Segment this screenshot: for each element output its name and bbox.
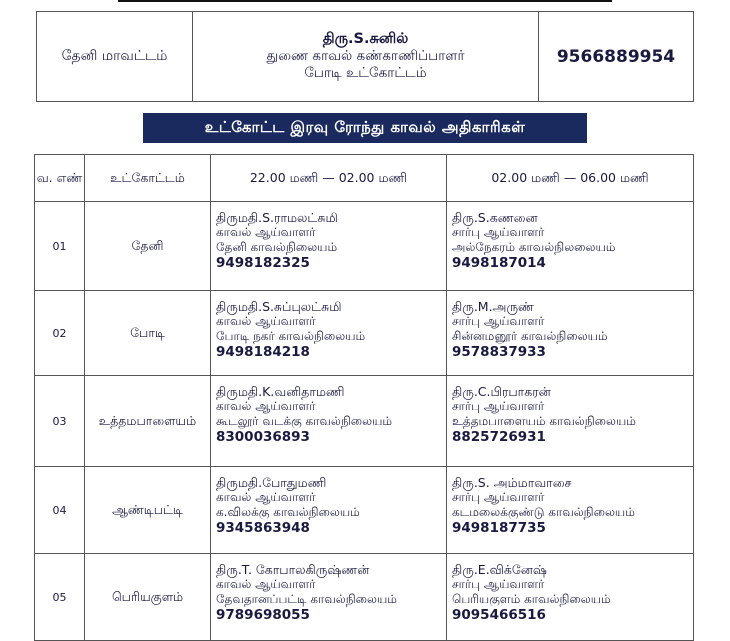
officer-phone: 8300036893 <box>216 429 310 445</box>
shift-2-officer <box>447 554 694 641</box>
officer-phone: 9566889954 <box>539 12 694 102</box>
officer-rank: காவல் ஆய்வாளர் <box>216 399 316 413</box>
officer-name: திரு.C.பிரபாகரன் <box>452 384 551 399</box>
officer-phone: 8825726931 <box>452 429 546 445</box>
district-name: தேனி மாவட்டம் <box>37 12 193 102</box>
row-subdivision: ஆண்டிபட்டி <box>85 467 211 554</box>
row-subdivision: பெரியகுளம் <box>85 554 211 641</box>
officer-phone: 9498184218 <box>216 344 310 360</box>
shift-2-officer <box>447 376 694 467</box>
row-subdivision: தேனி <box>85 202 211 291</box>
shift-2-officer <box>447 202 694 291</box>
header-subdivision: உட்கோட்டம் <box>85 155 211 202</box>
table-row <box>35 291 694 376</box>
officer-station: கடமலைக்குண்டு காவல்நிலையம் <box>452 505 635 519</box>
shift-1-officer <box>211 467 447 554</box>
officer-phone: 9498187735 <box>452 520 546 536</box>
officer-station: தேனி காவல்நிலையம் <box>216 240 338 254</box>
officer-phone: 9578837933 <box>452 344 546 360</box>
officer-phone: 9498182325 <box>216 255 310 271</box>
officer-phone: 9789698055 <box>216 607 310 623</box>
shift-2-officer <box>447 291 694 376</box>
officer-station: அல்நேகரம் காவல்நிலலையம் <box>452 240 616 254</box>
header-shift-1: 22.00 மணி — 02.00 மணி <box>211 155 447 202</box>
row-subdivision: உத்தமபாளையம் <box>85 376 211 467</box>
table-row <box>35 202 694 291</box>
officer-name: திரு.S.சுனில் <box>322 31 409 47</box>
patrol-officers-table <box>34 154 694 641</box>
top-rule <box>118 0 612 2</box>
header-shift-2: 02.00 மணி — 06.00 மணி <box>447 155 694 202</box>
header-serial-no: வ. எண் <box>35 155 85 202</box>
officer-station: தேவதானப்பட்டி காவல்நிலையம் <box>216 592 397 606</box>
section-banner: உட்கோட்ட இரவு ரோந்து காவல் அதிகாரிகள் <box>143 113 587 143</box>
officer-station: உத்தமபாளையம் காவல்நிலையம் <box>452 414 636 428</box>
row-no: 01 <box>35 202 85 291</box>
table-row <box>35 376 694 467</box>
officer-rank: காவல் ஆய்வாளர் <box>216 314 316 328</box>
officer-rank: சார்பு ஆய்வாளர் <box>452 490 545 504</box>
row-no: 04 <box>35 467 85 554</box>
officer-rank: துணை காவல் கண்காணிப்பாளர் <box>266 48 465 64</box>
officer-station: சின்னமனூர் காவல்நிலையம் <box>452 329 608 343</box>
officer-phone: 9345863948 <box>216 520 310 536</box>
officer-name: திரு.S.கணனை <box>452 210 538 225</box>
shift-1-officer <box>211 202 447 291</box>
officer-details <box>193 12 539 102</box>
table-row <box>35 554 694 641</box>
row-no: 02 <box>35 291 85 376</box>
table-row <box>35 467 694 554</box>
officer-rank: சார்பு ஆய்வாளர் <box>452 399 545 413</box>
officer-name: திரு.E.விக்னேஷ் <box>452 562 547 577</box>
row-no: 05 <box>35 554 85 641</box>
officer-name: திரு.T. கோபாலகிருஷ்ணன் <box>216 562 370 577</box>
row-subdivision: போடி <box>85 291 211 376</box>
shift-1-officer <box>211 376 447 467</box>
officer-name: திருமதி.S.ராமலட்சுமி <box>216 210 338 225</box>
table-header-row <box>35 155 694 202</box>
officer-station: போடி நகர் காவல்நிலையம் <box>216 329 366 343</box>
officer-phone: 9095466516 <box>452 607 546 623</box>
officer-name: திரு.S. அம்மாவாசை <box>452 475 572 490</box>
officer-name: திரு.M.அருண் <box>452 299 534 314</box>
officer-name: திருமதி.போதுமணி <box>216 475 327 490</box>
officer-rank: காவல் ஆய்வாளர் <box>216 490 316 504</box>
officer-rank: சார்பு ஆய்வாளர் <box>452 314 545 328</box>
officer-station: பெரியகுளம் காவல்நிலையம் <box>452 592 611 606</box>
officer-header-table <box>36 11 694 102</box>
officer-unit: போடி உட்கோட்டம் <box>304 65 427 81</box>
officer-rank: காவல் ஆய்வாளர் <box>216 225 316 239</box>
officer-name: திருமதி.K.வனிதாமணி <box>216 384 345 399</box>
officer-rank: சார்பு ஆய்வாளர் <box>452 577 545 591</box>
officer-phone: 9498187014 <box>452 255 546 271</box>
officer-rank: காவல் ஆய்வாளர் <box>216 577 316 591</box>
officer-rank: சார்பு ஆய்வாளர் <box>452 225 545 239</box>
officer-name: திருமதி.S.சுப்புலட்சுமி <box>216 299 342 314</box>
shift-1-officer <box>211 554 447 641</box>
row-no: 03 <box>35 376 85 467</box>
shift-1-officer <box>211 291 447 376</box>
shift-2-officer <box>447 467 694 554</box>
officer-station: க.விலக்கு காவல்நிலையம் <box>216 505 360 519</box>
officer-station: கூடலூர் வடக்கு காவல்நிலையம் <box>216 414 393 428</box>
